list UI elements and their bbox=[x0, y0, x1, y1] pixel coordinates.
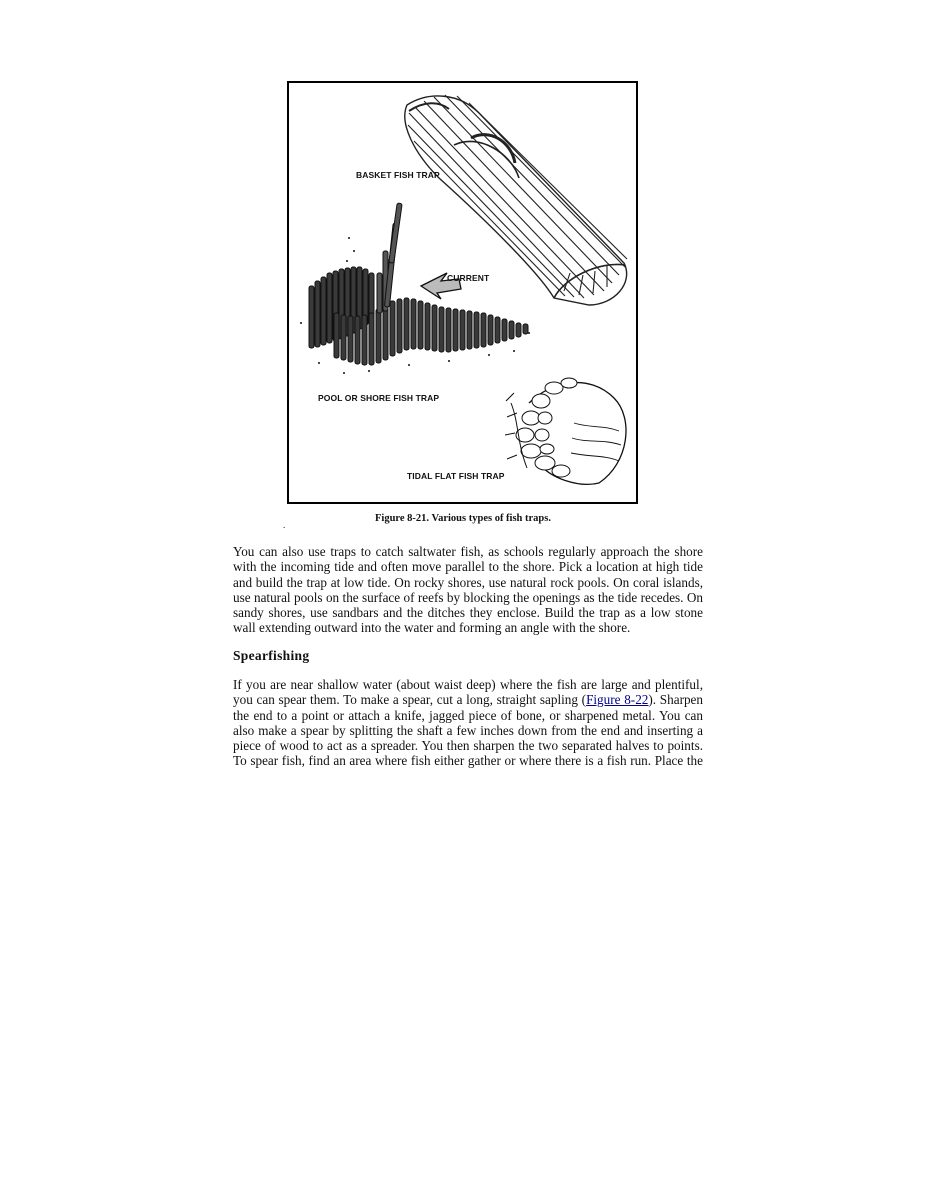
caption-stray-mark: . bbox=[283, 520, 286, 530]
paragraph-saltwater-traps bbox=[233, 544, 703, 636]
tidal-trap-drawing bbox=[505, 378, 626, 484]
paragraph-spearfishing bbox=[233, 677, 703, 769]
paragraph-line: You can also use traps to catch saltwater fish, as schools regularly approach the shore bbox=[233, 544, 703, 559]
pool-trap-label: POOL OR SHORE FISH TRAP bbox=[318, 393, 440, 403]
paragraph-line: If you are near shallow water (about waist deep) where the fish are large and plentiful, bbox=[233, 677, 703, 692]
fish-traps-illustration bbox=[289, 83, 636, 502]
line-text: ). Sharpen bbox=[648, 692, 704, 708]
paragraph-line: wall extending outward into the water and forming an angle with the shore. bbox=[233, 620, 631, 636]
tidal-trap-label: TIDAL FLAT FISH TRAP bbox=[407, 471, 505, 481]
paragraph-line: To spear fish, find an area where fish either gather or where there is a fish run. Place the bbox=[233, 753, 703, 769]
pool-trap-drawing bbox=[300, 203, 530, 374]
current-label: CURRENT bbox=[447, 273, 490, 283]
section-heading-spearfishing: Spearfishing bbox=[233, 648, 310, 663]
paragraph-line: use natural pools on the surface of reefs by blocking the openings as the tide recedes. On bbox=[233, 589, 703, 605]
line-text: you can spear them. To make a spear, cut a long, straight sapling ( bbox=[233, 692, 587, 708]
figure-caption: Figure 8-21. Various types of fish traps. bbox=[375, 513, 551, 524]
paragraph-line: piece of wood to act as a spreader. You then sharpen the two separated halves to points. bbox=[233, 738, 703, 754]
paragraph-line: with the incoming tide and often move parallel to the shore. Pick a location at high tide bbox=[233, 559, 703, 575]
basket-trap-drawing bbox=[405, 95, 627, 305]
paragraph-line: also make a spear by splitting the shaft a few inches down from the end and inserting a bbox=[233, 722, 703, 738]
paragraph-line: sandy shores, use sandbars and the ditches they enclose. Build the trap as a low stone bbox=[233, 605, 703, 621]
figure-8-22-link[interactable]: Figure 8-22 bbox=[586, 692, 649, 708]
basket-trap-label: BASKET FISH TRAP bbox=[356, 170, 440, 180]
paragraph-line: and build the trap at low tide. On rocky shores, use natural rock pools. On coral islands, bbox=[233, 574, 703, 590]
paragraph-line-with-link bbox=[233, 692, 703, 707]
figure-frame bbox=[287, 81, 638, 504]
paragraph-line: the end to a point or attach a knife, jagged piece of bone, or sharpened metal. You can bbox=[233, 707, 703, 723]
